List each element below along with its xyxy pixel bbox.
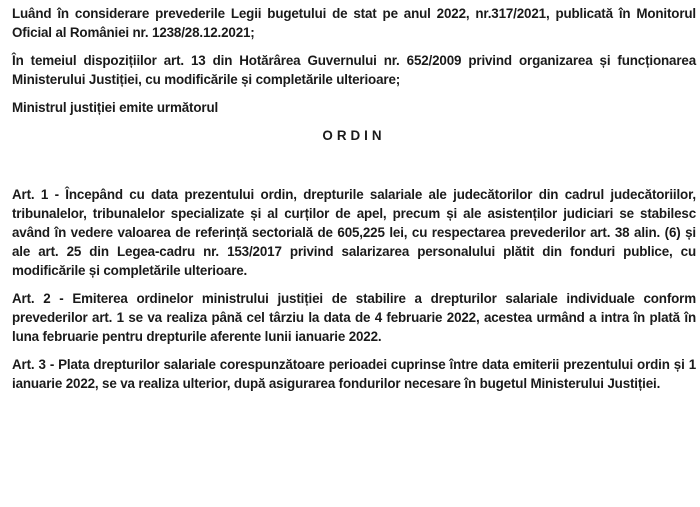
article-1-label: Art. 1 — [12, 187, 49, 202]
article-2-text: - Emiterea ordinelor ministrului justiției de stabilire a drepturilor salariale individuale conform prevederilor art. 1 se va realiza până cel târziu la data de 4 februarie 2022, acestea urmând a intra în plată în luna februarie pentru drepturile aferente lunii ianuarie 2022. — [12, 291, 696, 344]
article-2-label: Art. 2 — [12, 291, 51, 306]
preamble-paragraph-2: În temeiul dispozițiilor art. 13 din Hotărârea Guvernului nr. 652/2009 privind organizarea și funcționarea Ministerului Justiției, cu modificările și completările ulterioare; — [12, 53, 696, 87]
article-1 — [12, 185, 696, 280]
preamble-paragraph-3: Ministrul justiției emite următorul — [12, 100, 219, 115]
document-body — [12, 4, 696, 402]
preamble-paragraph-1: Luând în considerare prevederile Legii bugetului de stat pe anul 2022, nr.317/2021, publicată în Monitorul Oficial al României nr. 1238/28.12.2021; — [12, 6, 696, 40]
document-title: ORDIN — [322, 128, 386, 143]
article-1-text: - Începând cu data prezentului ordin, drepturile salariale ale judecătorilor din cadrul judecătoriilor, tribunalelor, tribunalelor specializate și al curților de apel, precum și ale asistenților judiciari se stabilesc având în vedere valoarea de referință sectorială de 605,225 lei, cu respectarea prevederilor art. 38 alin. (6) și ale art. 25 din Legea-cadru nr. 153/2017 privind salarizarea personalului plătit din fonduri publice, cu modificările și completările ulterioare. — [12, 187, 696, 278]
article-3-label: Art. 3 — [12, 357, 46, 372]
article-3-text: - Plata drepturilor salariale corespunzătoare perioadei cuprinse între data emiterii prezentului ordin și 1 ianuarie 2022, se va realiza ulterior, după asigurarea fondurilor necesare în bugetul Ministerului Justiției. — [12, 357, 696, 391]
article-2 — [12, 289, 696, 346]
article-3 — [12, 355, 696, 393]
